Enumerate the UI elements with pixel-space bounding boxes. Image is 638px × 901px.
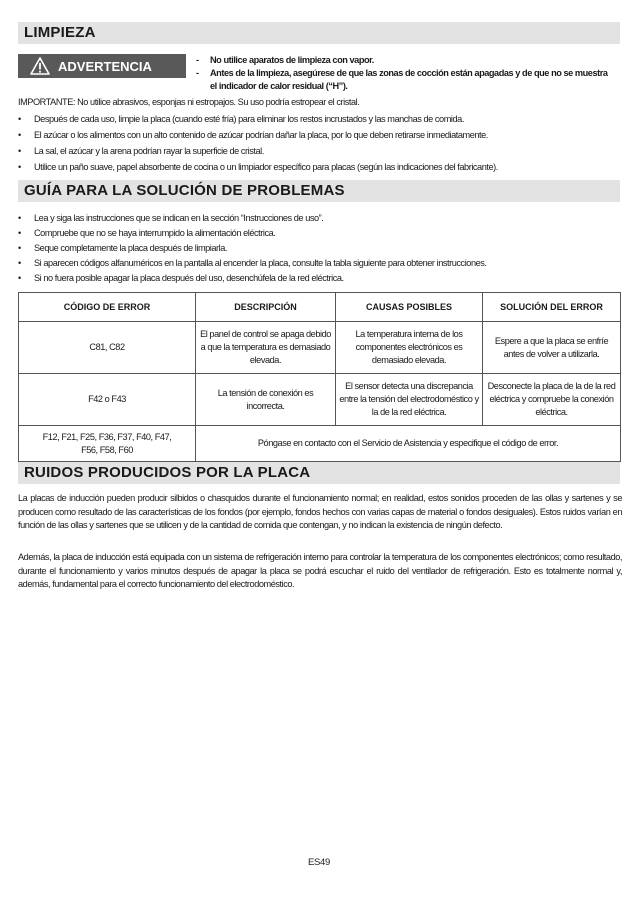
page-number: ES49 — [307, 857, 331, 868]
warning-list — [196, 54, 616, 93]
section-title-guia: GUÍA PARA LA SOLUCIÓN DE PROBLEMAS — [18, 180, 620, 202]
list-item: • El azúcar o los alimentos con un alto contenido de azúcar podrían dañar la placa, por lo que deben retirarse inmediatamente. — [18, 130, 488, 140]
column-header: SOLUCIÓN DEL ERROR — [483, 293, 621, 322]
solution-cell: Espere a que la placa se enfríe antes de volver a utilizarla. — [483, 322, 621, 374]
error-code-table — [18, 292, 621, 462]
warning-item: - Antes de la limpieza, asegúrese de que las zonas de cocción están apagadas y de que no se muestra el indicador de calor residual (“H”). — [196, 68, 608, 91]
guia-body — [18, 212, 620, 285]
list-item: • Compruebe que no se haya interrumpido la alimentación eléctrica. — [18, 228, 276, 238]
error-code-cell: F12, F21, F25, F36, F37, F40, F47, F56, F58, F60 — [19, 426, 196, 462]
column-header: DESCRIPCIÓN — [196, 293, 336, 322]
list-item: • Después de cada uso, limpie la placa (cuando esté fría) para eliminar los restos incrustados y las manchas de comida. — [18, 114, 464, 124]
list-item: • Si no fuera posible apagar la placa después del uso, desenchúfela de la red eléctrica. — [18, 273, 344, 283]
list-item: • Lea y siga las instrucciones que se indican en la sección “Instrucciones de uso”. — [18, 213, 324, 223]
solution-cell: Desconecte la placa de la de la red eléctrica y compruebe la conexión eléctrica. — [483, 374, 621, 426]
warning-label: ADVERTENCIA — [58, 58, 152, 74]
warning-badge — [18, 54, 186, 78]
list-item: • Seque completamente la placa después de limpiarla. — [18, 243, 228, 253]
description-cell: El panel de control se apaga debido a que la temperatura es demasiado elevada. — [196, 322, 336, 374]
paragraph: Además, la placa de inducción está equipada con un sistema de refrigeración interno para controlar la temperatura de los componentes electrónicos; como resultado, durante el funcionamiento y varios minutos después de apagar la placa se podrá escuchar el ruido del ventilador de refrigeración. Esto es totalmente normal y, además, fundamental para el correcto funcionamiento del electrodoméstico. — [18, 552, 622, 589]
list-item: • Si aparecen códigos alfanuméricos en la pantalla al encender la placa, consulte la tabla siguiente para obtener instrucciones. — [18, 258, 487, 268]
cause-cell: La temperatura interna de los componentes electrónicos es demasiado elevada. — [336, 322, 483, 374]
table-header-row — [19, 293, 621, 322]
column-header: CÓDIGO DE ERROR — [19, 293, 196, 322]
limpieza-body — [18, 96, 620, 174]
list-item: • La sal, el azúcar y la arena podrían rayar la superficie de cristal. — [18, 146, 264, 156]
error-code-cell: F42 o F43 — [19, 374, 196, 426]
table-row — [19, 322, 621, 374]
column-header: CAUSAS POSIBLES — [336, 293, 483, 322]
section-title-limpieza: LIMPIEZA — [18, 22, 620, 44]
error-code-cell: C81, C82 — [19, 322, 196, 374]
list-item: • Utilice un paño suave, papel absorbente de cocina o un limpiador específico para placas (según las indicaciones del fabricante). — [18, 162, 498, 172]
warning-triangle-icon — [30, 57, 50, 75]
paragraph: La placas de inducción pueden producir silbidos o chasquidos durante el funcionamiento normal; en realidad, estos sonidos proceden de las ollas y sartenes y se producen como resultado de las características de los fondos (por ejemplo, fondos hechos con varias capas de material o fondos desiguales). Estos ruidos varían en función de las ollas y sartenes que se utilicen y de la cantidad de comida que contengan, y no indican la existencia de ningún defecto. — [18, 493, 622, 530]
warning-item: - No utilice aparatos de limpieza con vapor. — [196, 55, 374, 65]
contact-message-cell: Póngase en contacto con el Servicio de Asistencia y especifique el código de error. — [196, 426, 621, 462]
description-cell: La tensión de conexión es incorrecta. — [196, 374, 336, 426]
table-row — [19, 426, 621, 462]
important-note: IMPORTANTE: No utilice abrasivos, esponjas ni estropajos. Su uso podría estropear el cristal. — [18, 97, 360, 107]
table-row — [19, 374, 621, 426]
section-title-ruidos: RUIDOS PRODUCIDOS POR LA PLACA — [18, 462, 620, 484]
cause-cell: El sensor detecta una discrepancia entre la tensión del electrodoméstico y la de la red eléctrica. — [336, 374, 483, 426]
